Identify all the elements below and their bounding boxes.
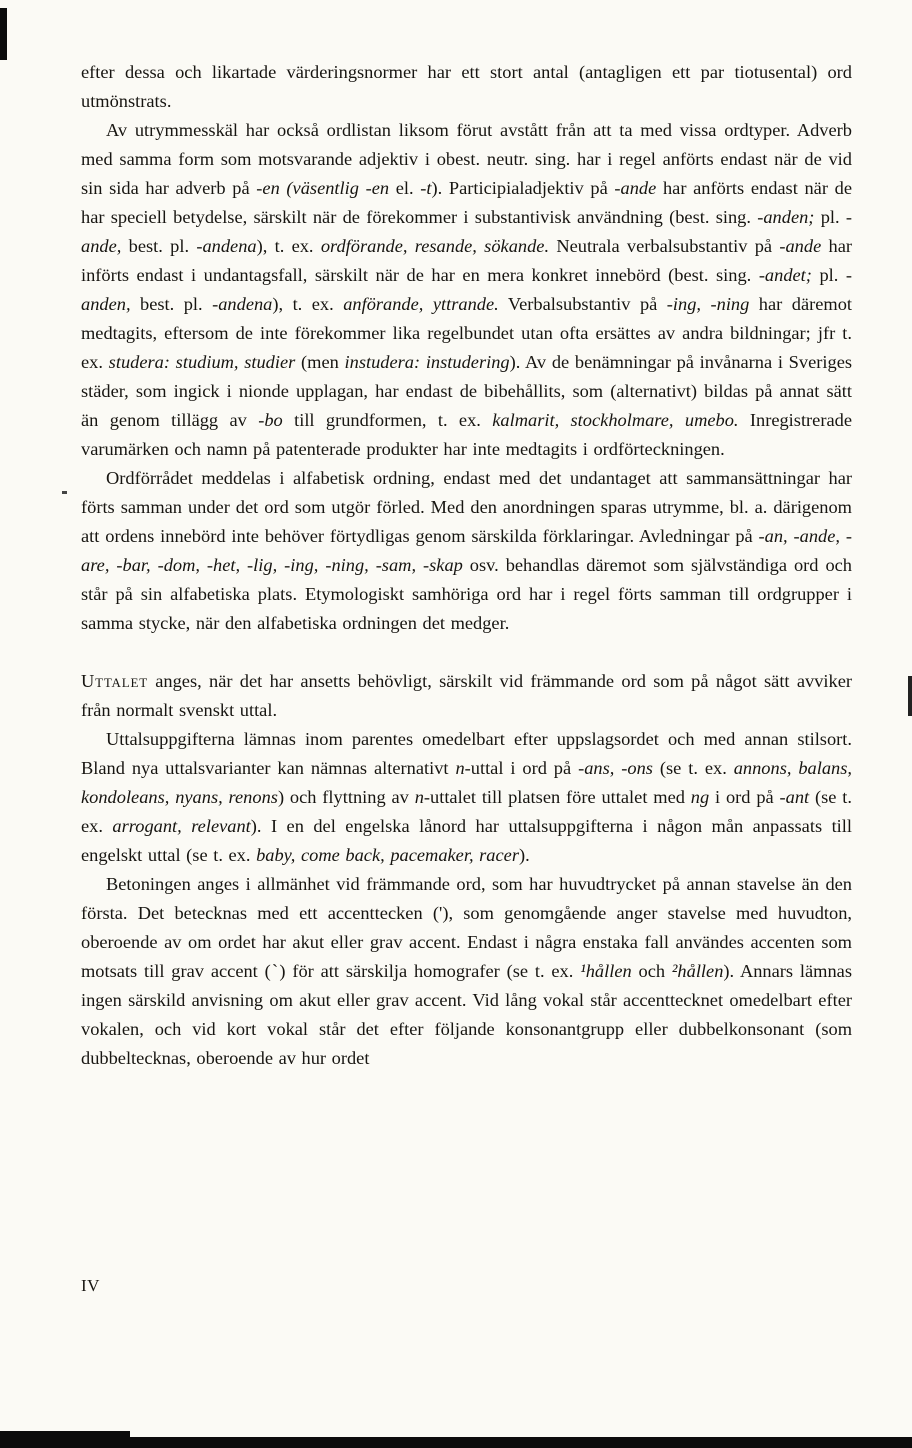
italic-text: -an, -ande, -are, -bar, -dom, -het, -lig, -ing, -ning, -sam, -skap — [81, 526, 852, 575]
body-text: anges, när det har ansetts behövligt, särskilt vid främmande ord som på något sätt avviker från normalt svenskt uttal. — [81, 671, 852, 720]
body-text: Av utrymmesskäl har också ordlistan liksom förut avstått från att ta med vissa ordtyper. Adverb med samma form som motsvarande adjektiv i obest. neutr. sing. har i regel anförts endast när de vid sin sida har adverb på — [81, 120, 852, 198]
italic-text: -ande — [614, 178, 657, 198]
smallcaps-text: Uttalet — [81, 671, 148, 691]
scan-artifact-bottom-bar — [0, 1437, 912, 1448]
body-text: best. pl. — [121, 236, 197, 256]
body-text: pl. — [811, 265, 846, 285]
italic-text: ng — [690, 787, 710, 807]
body-text: ). I en del engelska lånord har uttalsuppgifterna i någon mån anpassats till engelskt uttal (se t. ex. — [81, 816, 853, 865]
body-text: -uttalet till platsen före uttalet med — [423, 787, 691, 807]
italic-text: -t — [420, 178, 432, 198]
italic-text: -en (väsentlig -en — [256, 178, 390, 198]
body-text: osv. behandlas däremot som självständiga ord och står på sin alfabetiska plats. Etymologiskt samhöriga ord har i regel förts samman till ordgrupper i samma stycke, när den alfabetiska ordningen det medger. — [81, 555, 853, 633]
paragraph — [81, 58, 852, 116]
italic-text: -bo — [258, 410, 283, 430]
italic-text: -ans, -ons — [578, 758, 653, 778]
italic-text: n — [414, 787, 424, 807]
body-text: Ordförrådet meddelas i alfabetisk ordning, endast med det undantaget att sammansättningar har förts samman under det ord som utgör förled. Med den anordningen sparas utrymme, bl. a. därigenom att ordens innebörd inte behöver förtydligas genom särskilda förklaringar. Avledningar på — [81, 468, 852, 546]
scan-artifact-left-tick — [62, 491, 67, 494]
body-text: Verbalsubstantiv på — [498, 294, 667, 314]
italic-text: instudera: instudering — [344, 352, 510, 372]
italic-text: -anden, — [81, 265, 852, 314]
body-text: ). Annars lämnas ingen särskild anvisning om akut eller grav accent. Vid lång vokal står accenttecknet omedelbart efter vokalen, och vid kort vokal står det efter följande konsonantgrupp eller dubbelkonsonant (som dubbeltecknas, oberoende av hur ordet — [81, 961, 852, 1068]
italic-text: annons, balans, kondoleans, nyans, renons — [81, 758, 853, 807]
paragraph — [81, 464, 852, 638]
body-text: ). Participialadjektiv på — [431, 178, 615, 198]
italic-text: kalmarit, stockholmare, umebo. — [492, 410, 739, 430]
scan-artifact-top-left — [0, 8, 7, 60]
paragraph — [81, 667, 852, 725]
body-text: ) och flyttning av — [277, 787, 415, 807]
body-text: har införts endast i undantagsfall, särskilt när de har en mera konkret innebörd (best. sing. — [81, 236, 852, 285]
italic-text: arrogant, relevant — [112, 816, 251, 836]
body-text: har däremot medtagits, eftersom de inte förekommer lika regelbundet utan ofta ersättes av andra bildningar; jfr t. ex. — [81, 294, 853, 372]
italic-text: ¹hållen — [580, 961, 632, 981]
italic-text: ordförande, resande, sökande. — [320, 236, 550, 256]
body-text: till grundformen, t. ex. — [282, 410, 493, 430]
italic-text: -ant — [779, 787, 810, 807]
body-text: -uttal i ord på — [464, 758, 579, 778]
italic-text: -anden; — [757, 207, 815, 227]
paragraph — [81, 725, 852, 870]
italic-text: ²hållen — [671, 961, 724, 981]
page-number: IV — [81, 1276, 100, 1295]
italic-text: -andet; — [758, 265, 812, 285]
body-text: el. — [389, 178, 421, 198]
page-text — [81, 58, 852, 1073]
body-text: har anförts endast när de har speciell betydelse, särskilt när de förekommer i substantivisk användning (best. sing. — [81, 178, 852, 227]
italic-text: baby, come back, pacemaker, racer — [256, 845, 519, 865]
body-text: efter dessa och likartade värderingsnormer har ett stort antal (antagligen ett par tiotusental) ord utmönstrats. — [81, 62, 852, 111]
body-text: ), t. ex. — [272, 294, 344, 314]
italic-text: -ande — [779, 236, 822, 256]
italic-text: -ing, -ning — [666, 294, 750, 314]
italic-text: -andena — [196, 236, 257, 256]
body-text: (men — [295, 352, 345, 372]
paragraph — [81, 116, 852, 464]
body-text: i ord på — [709, 787, 780, 807]
body-text: Inregistrerade varumärken och namn på patenterade produkter har inte medtagits i ordförteckningen. — [81, 410, 852, 459]
scan-artifact-right-edge — [908, 676, 912, 716]
body-text: ). — [518, 845, 530, 865]
body-text: best. pl. — [130, 294, 213, 314]
paragraph — [81, 870, 852, 1073]
body-text: Neutrala verbalsubstantiv på — [549, 236, 780, 256]
body-text: (se t. ex. — [652, 758, 734, 778]
italic-text: anförande, yttrande. — [343, 294, 499, 314]
italic-text: n — [455, 758, 465, 778]
body-text: (se t. ex. — [81, 787, 852, 836]
italic-text: -ande, — [81, 207, 852, 256]
body-text: Betoningen anges i allmänhet vid främmande ord, som har huvudtrycket på annan stavelse än den första. Det betecknas med ett accenttecken ('), som genomgående anger stavelse med huvudton, oberoende av om ordet har akut eller grav accent. Endast i några enstaka fall användes accenten som motsats till grav accent (ˋ) för att särskilja homografer (se t. ex. — [81, 874, 852, 981]
body-text: Uttalsuppgifterna lämnas inom parentes omedelbart efter uppslagsordet och med annan stilsort. Bland nya uttalsvarianter kan nämnas alternativt — [81, 729, 852, 778]
italic-text: studera: studium, studier — [108, 352, 296, 372]
body-text: ), t. ex. — [256, 236, 321, 256]
body-text: och — [631, 961, 672, 981]
italic-text: -andena — [212, 294, 273, 314]
body-text: ). Av de benämningar på invånarna i Sveriges städer, som ingick i nionde upplagan, har endast de bibehållits, som (alternativt) bildas på annat sätt än genom tillägg av — [81, 352, 853, 430]
body-text: pl. — [814, 207, 846, 227]
